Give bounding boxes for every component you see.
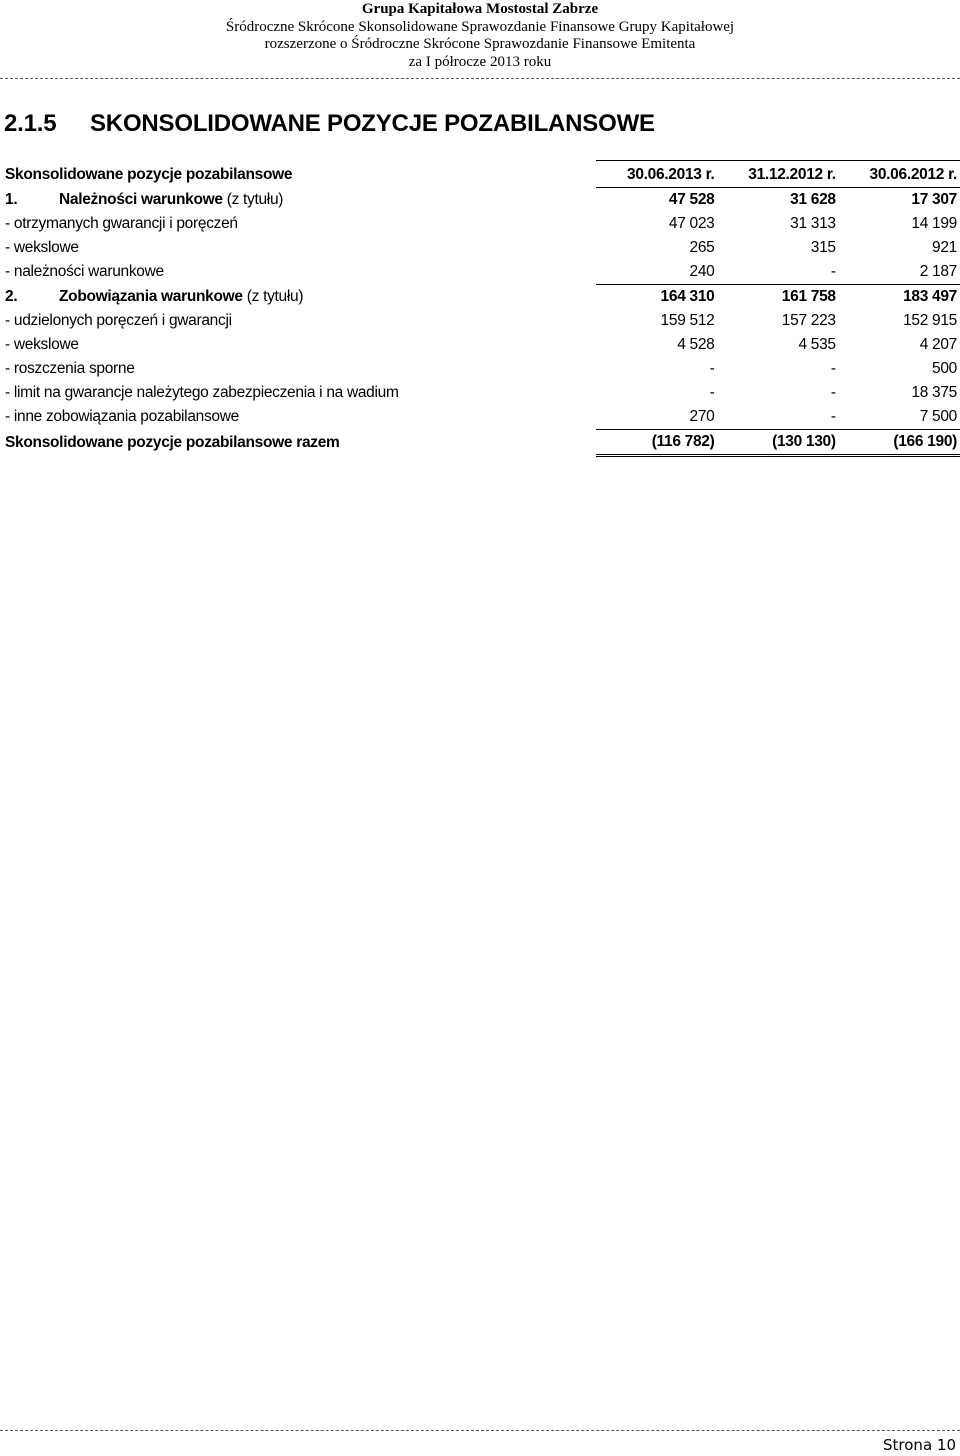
report-period: za I półrocze 2013 roku [408,53,552,70]
table-cell: 183 497 [839,285,960,310]
header-label: Skonsolidowane pozycje pozabilansowe [5,165,293,183]
group-row [5,188,960,213]
table-row [5,260,960,285]
column-header: 30.06.2012 r. [839,161,960,188]
group-number: 2. [5,287,18,305]
table-cell: - [830,408,836,425]
column-header: 31.12.2012 r. [717,161,838,188]
table-cell: 18 375 [911,384,957,401]
company-name: Grupa Kapitałowa Mostostal Zabrze [361,1,599,17]
table-cell: 315 [810,239,836,256]
table-row [5,236,960,260]
row-label: - wekslowe [5,239,79,256]
table-cell: 4 528 [677,336,715,353]
group-label-suffix: (z tytułu) [222,190,284,208]
group-label: Należności warunkowe [59,190,223,208]
group-label-suffix: (z tytułu) [242,287,304,305]
table-row [5,357,960,381]
row-label: - roszczenia sporne [5,360,135,377]
table-cell: - [830,384,836,401]
table-cell: - [709,384,715,401]
footer-divider [0,1430,960,1431]
report-subtitle: rozszerzone o Śródroczne Skrócone Sprawozdanie Finansowe Emitenta [264,36,696,52]
table-cell: 47 023 [668,215,715,232]
table-cell: 157 223 [781,312,836,329]
total-cell: (166 190) [839,430,960,456]
table-cell: - [709,360,715,377]
row-label: - udzielonych poręczeń i gwarancji [5,312,232,329]
row-label: - inne zobowiązania pozabilansowe [5,408,239,426]
table-cell: - [830,263,836,280]
table-row [5,309,960,333]
off-balance-sheet-table [5,160,960,457]
table-cell: 270 [689,408,715,425]
table-cell: 500 [932,360,957,377]
table-cell: 7 500 [919,408,957,425]
total-cell: (116 782) [596,430,717,456]
column-header: 30.06.2013 r. [596,161,717,188]
row-label: - otrzymanych gwarancji i poręczeń [5,215,238,232]
table-cell: 265 [689,239,715,256]
table-header-row [5,161,960,188]
table-cell: 31 313 [790,215,836,232]
page-number: Strona 10 [883,1436,956,1454]
table-cell: 164 310 [596,285,717,310]
section-heading [4,110,655,138]
table-cell: 161 758 [717,285,838,310]
table-cell: 4 207 [919,336,957,353]
table-row [5,212,960,236]
table-cell: - [830,360,836,377]
header-divider [0,78,960,79]
report-title: Śródroczne Skrócone Skonsolidowane Sprawozdanie Finansowe Grupy Kapitałowej [225,18,735,35]
table-cell: 240 [689,263,715,280]
table-cell: 159 512 [660,312,715,329]
section-title: SKONSOLIDOWANE POZYCJE POZABILANSOWE [90,110,655,137]
total-row [5,430,960,456]
table-cell: 14 199 [911,215,957,232]
total-cell: (130 130) [717,430,838,456]
row-label: - należności warunkowe [5,263,164,281]
table-cell: 2 187 [919,263,957,280]
row-label: - limit na gwarancje należytego zabezpieczenia i na wadium [5,384,399,401]
group-number: 1. [5,190,18,208]
table-row [5,381,960,405]
group-row [5,285,960,310]
document-header [0,0,960,71]
table-cell: 47 528 [596,188,717,213]
table-cell: 152 915 [903,312,957,329]
table-cell: 921 [932,239,957,256]
section-number: 2.1.5 [4,110,57,137]
total-label: Skonsolidowane pozycje pozabilansowe razem [5,433,340,451]
row-label: - wekslowe [5,336,79,353]
table-row [5,405,960,430]
table-row [5,333,960,357]
group-label: Zobowiązania warunkowe [59,287,243,305]
table-cell: 4 535 [798,336,836,353]
table-cell: 17 307 [839,188,960,213]
table-cell: 31 628 [717,188,838,213]
